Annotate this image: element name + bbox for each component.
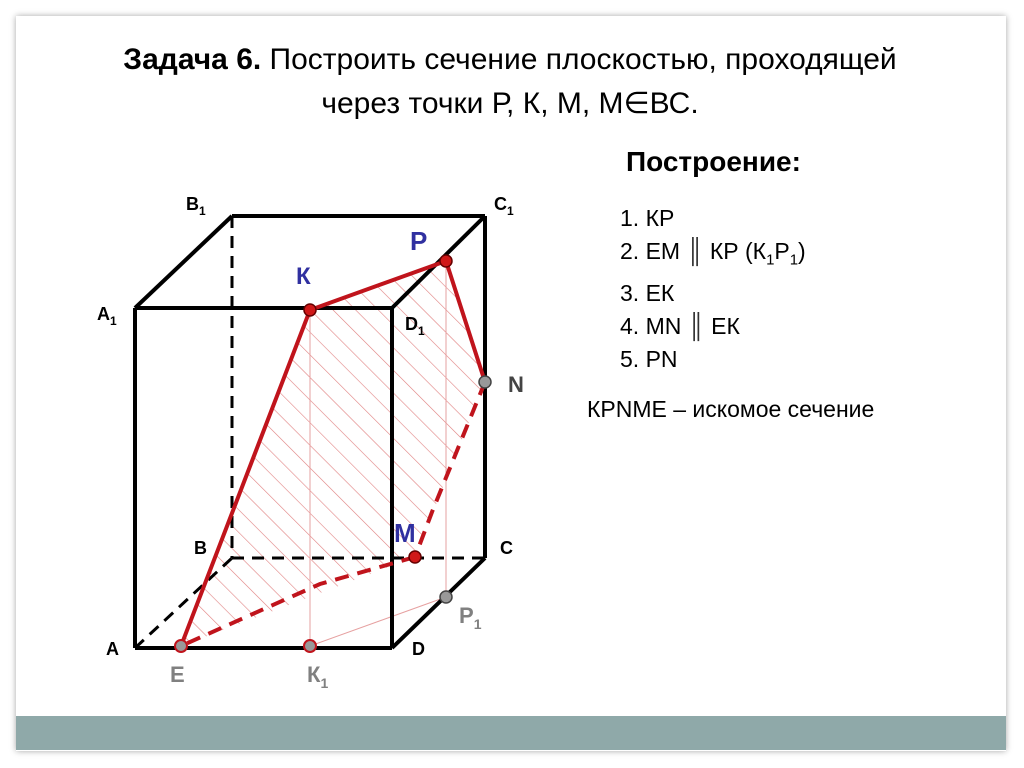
step-4: 4. MN ║ ЕК (620, 312, 740, 340)
step-1: 1. КР (620, 205, 675, 231)
helper-K1-P1 (310, 597, 446, 646)
task-number: Задача 6. (123, 43, 262, 76)
step-3: 3. ЕК (620, 279, 675, 306)
label-N: N (508, 372, 524, 397)
task-text-line1: Построить сечение плоскостью, проходящей (261, 43, 897, 76)
section-fill (181, 261, 485, 646)
result-text: КРNМЕ – искомое сечение (587, 396, 875, 422)
parallel-symbol: ║ (686, 238, 704, 265)
step-2: 2. ЕМ ║ КР $(К_1Р_1)$ (620, 238, 806, 269)
label-C1: $C_1$ (494, 194, 514, 218)
point-M (409, 551, 421, 563)
label-P: Р (410, 226, 428, 256)
label-C: C (500, 538, 513, 558)
point-N (479, 376, 491, 388)
point-P (440, 255, 452, 267)
point-E (175, 640, 187, 652)
label-E: Е (170, 662, 185, 687)
label-M: М (394, 518, 416, 548)
point-P1 (440, 591, 452, 603)
parallel-symbol: ║ (687, 312, 705, 340)
point-K1 (304, 640, 316, 652)
construction-heading: Построение: (626, 146, 801, 177)
task-text-line2: через точки Р, К, М, М∈ВС. (321, 87, 699, 120)
label-A1: $A_1$ (97, 304, 117, 328)
label-D1: $D_1$ (405, 314, 425, 338)
point-K (304, 304, 316, 316)
label-P1: $Р_1$ (459, 603, 482, 632)
label-B1: $B_1$ (186, 194, 206, 218)
label-K: К (296, 263, 311, 290)
label-K1: $К_1$ (307, 662, 329, 691)
label-B: B (194, 538, 207, 558)
step-5: 5. РN (620, 345, 678, 372)
label-D: D (412, 639, 425, 659)
label-A: A (106, 639, 119, 659)
